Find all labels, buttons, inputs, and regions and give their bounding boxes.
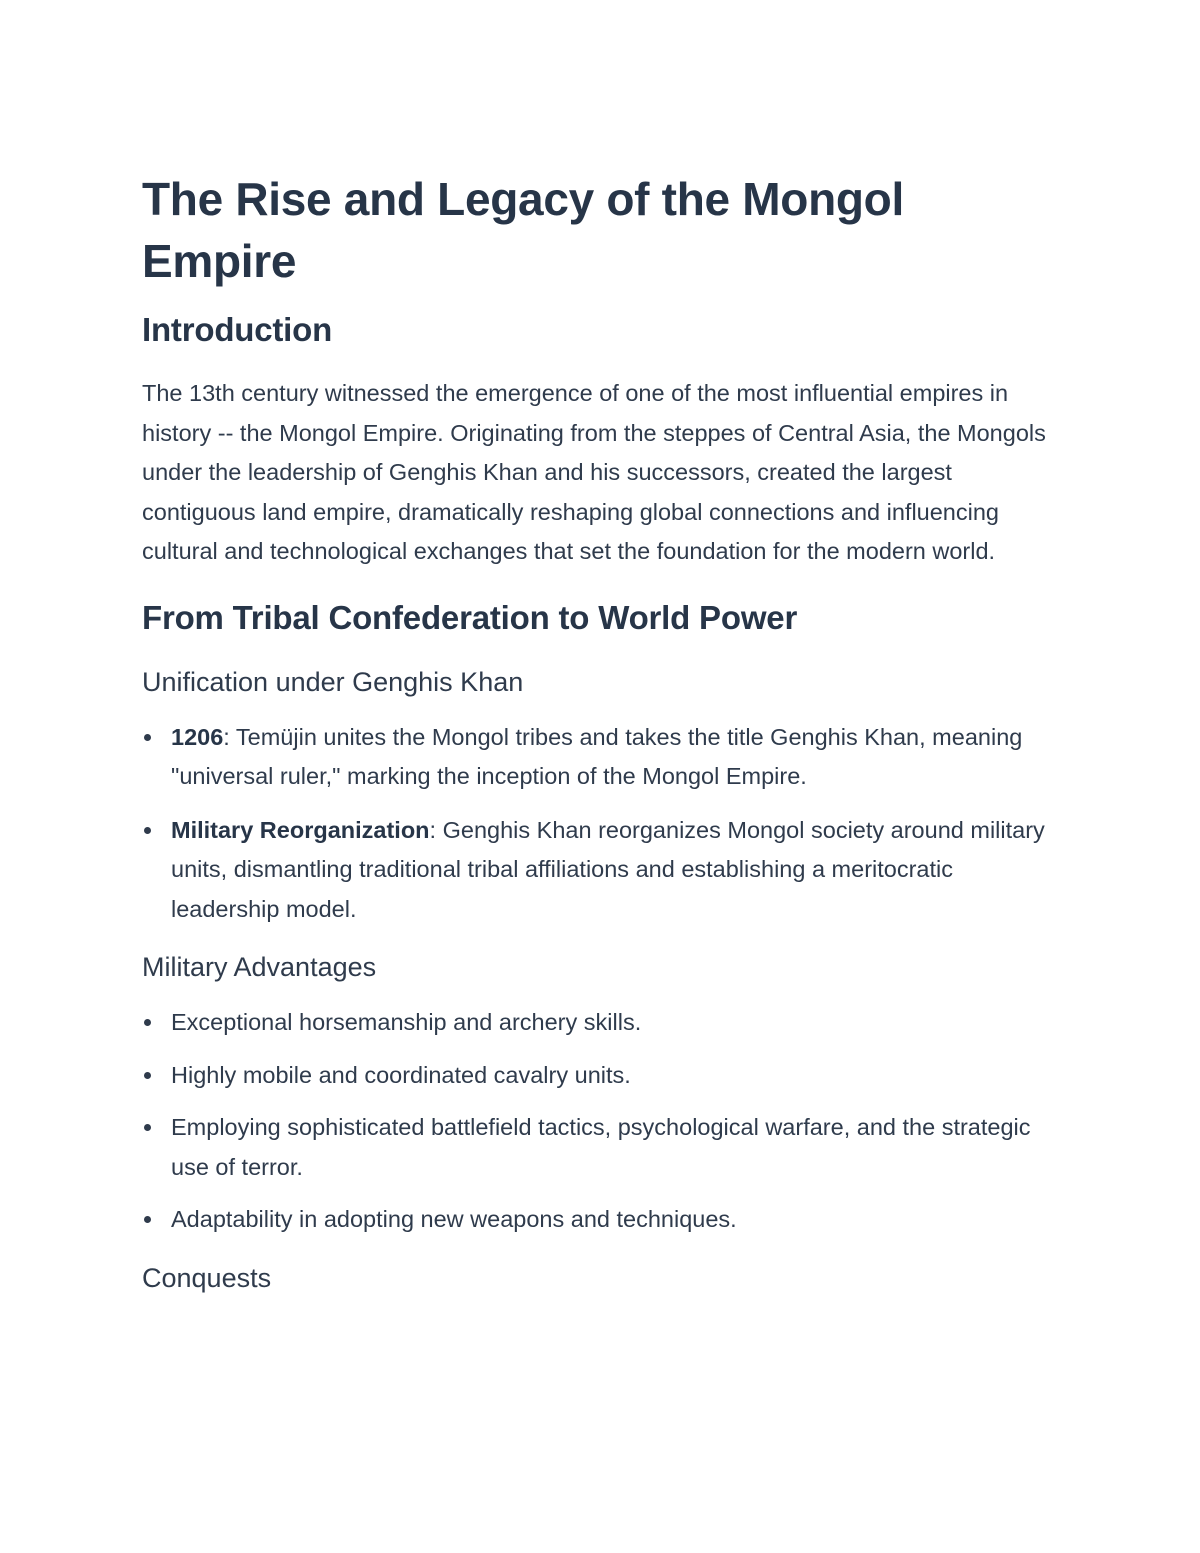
unification-list [142, 718, 1062, 930]
document-title: The Rise and Legacy of the Mongol Empire [142, 173, 904, 287]
bullet-icon [144, 827, 151, 834]
introduction-paragraph: The 13th century witnessed the emergence of one of the most influential empires in history -- the Mongol Empire. Originating from the steppes of Central Asia, the Mongols under the leadership of Genghis Khan and his successors, created the largest contiguous land empire, dramatically reshaping global connections and influencing cultural and technological exchanges that set the foundation for the modern world. [142, 380, 1046, 564]
list-item-text: Exceptional horsemanship and archery skills. [171, 1009, 642, 1035]
list-item [142, 1108, 1062, 1187]
military-advantages-list [142, 1003, 1062, 1240]
list-item-term: 1206 [171, 723, 224, 750]
list-item [142, 718, 1062, 797]
document-page [142, 168, 1062, 1296]
section-heading: From Tribal Confederation to World Power [142, 598, 798, 636]
list-item [142, 1003, 1062, 1043]
list-item [142, 811, 1062, 930]
list-item-text: Adaptability in adopting new weapons and techniques. [171, 1206, 737, 1232]
conquests-heading: Conquests [142, 1262, 272, 1293]
bullet-icon [144, 1072, 151, 1079]
list-item-text: : Temüjin unites the Mongol tribes and takes the title Genghis Khan, meaning "universal ruler," marking the inception of the Mongol Empire. [171, 723, 1023, 789]
list-item [142, 1200, 1062, 1240]
introduction-heading: Introduction [142, 311, 333, 348]
bullet-icon [144, 1019, 151, 1026]
military-advantages-heading: Military Advantages [142, 952, 377, 982]
list-item-text: : Genghis Khan reorganizes Mongol society around military units, dismantling traditional tribal affiliations and establishing a meritocratic leadership model. [171, 816, 1045, 922]
bullet-icon [144, 1216, 151, 1223]
list-item-text: Highly mobile and coordinated cavalry units. [171, 1061, 631, 1088]
unification-heading: Unification under Genghis Khan [142, 666, 524, 697]
bullet-icon [144, 1124, 151, 1131]
list-item [142, 1056, 1062, 1096]
bullet-icon [144, 734, 151, 741]
list-item-text: Employing sophisticated battlefield tactics, psychological warfare, and the strategic use of terror. [171, 1114, 1031, 1180]
list-item-term: Military Reorganization [171, 816, 430, 843]
